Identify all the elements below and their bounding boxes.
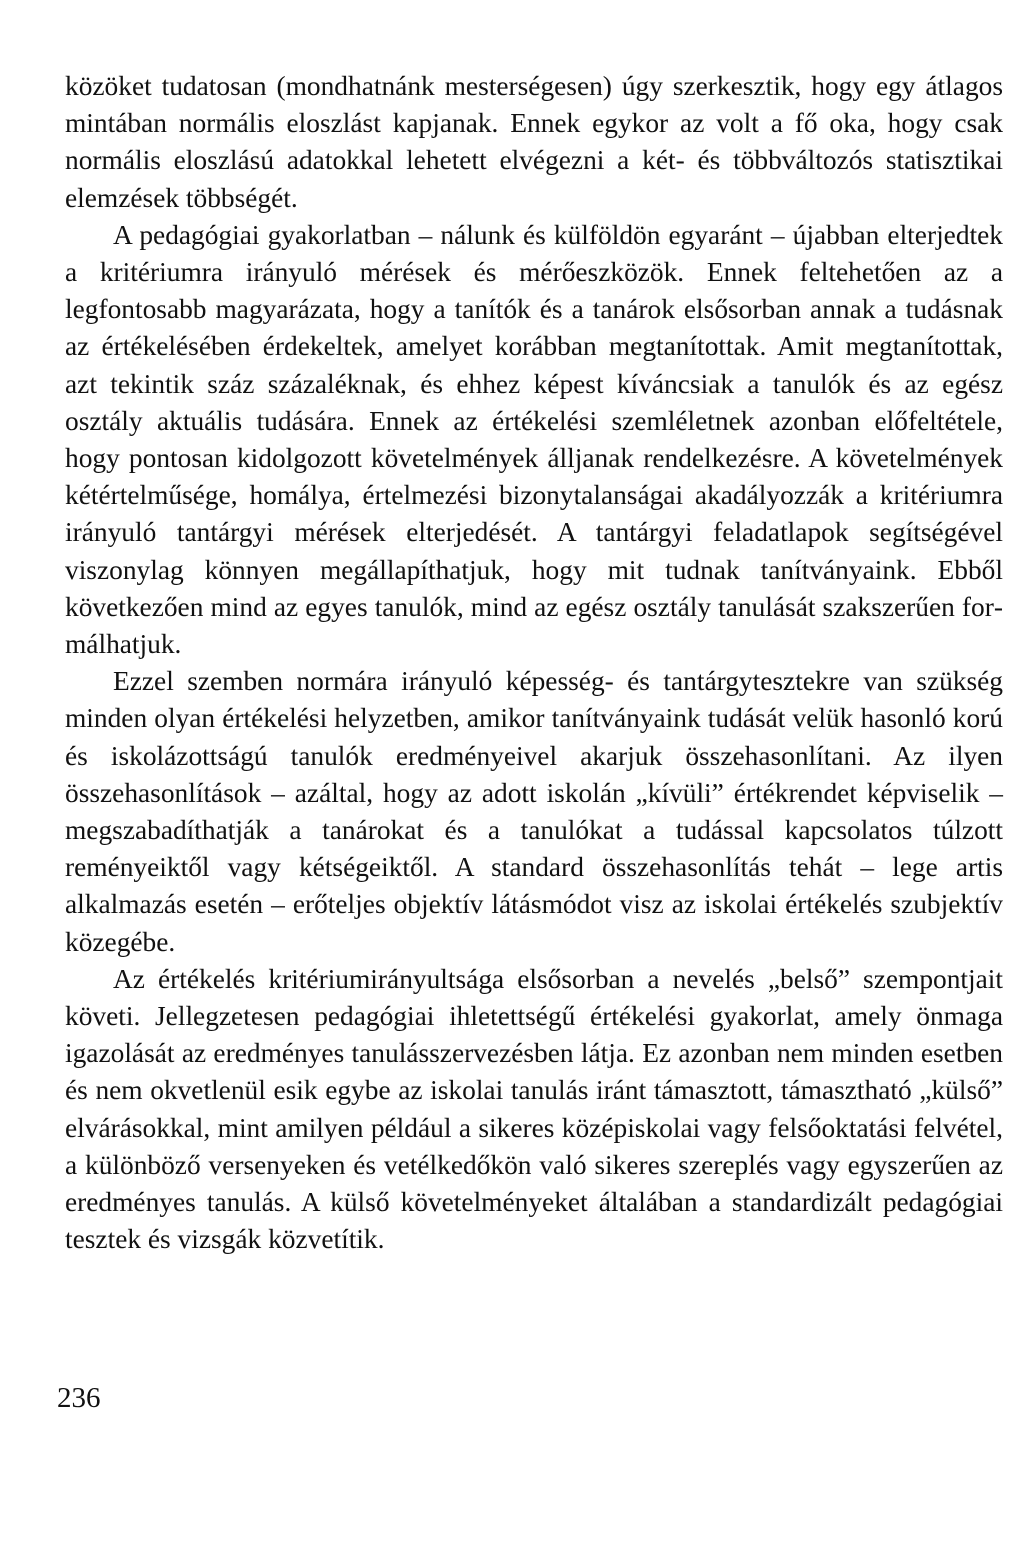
paragraph-continuation: közöket tudatosan (mondhatnánk mesterségesen) úgy szerkesztik, hogy egy átlagos mintában normális eloszlást kapjanak. Ennek egykor az volt a fő oka, hogy csak normális eloszlású adatokkal lehetett elvégezni a két- és többváltozós statisztikai elemzések többségét. <box>65 71 1003 213</box>
paragraph-criterion-orientation: Az értékelés kritériumirányultsága elsősorban a nevelés „belső” szempontjait követi. Jellegzetesen pedagógiai ihletettségű értékelési gyakorlat, amely önmaga igazolását az eredményes tanulásszervezésben látja. Ez azonban nem minden esetben és nem okvetlenül esik egybe az iskolai tanulás iránt támasztott, támasztható „külső” elvárásokkal, mint amilyen például a sikeres középiskolai vagy felsőoktatási felvétel, a különböző versenyeken és vetélkedőkön való sikeres szereplés vagy egyszerűen az eredményes tanulás. A külső követelményeket általában a standardizált pedagógiai tesztek és vizsgák közvetítik. <box>65 963 1003 1255</box>
page-body <box>65 68 1003 1259</box>
page-number: 236 <box>57 1382 101 1414</box>
paragraph-norm-referenced-tests: Ezzel szemben normára irányuló képesség- és tantárgytesztekre van szükség minden olyan értékelési helyzetben, amikor tanítványaink tudását velük hasonló korú és iskolázottságú tanulók eredményeivel akarjuk összehasonlítani. Az ilyen összehasonlítások – azáltal, hogy az adott iskolán „kívüli” értékrendet képviselik – megszabadíthatják a tanárokat és a tanulókat a tudással kapcsolatos túlzott reményeiktől vagy kétségeiktől. A standard összehasonlítás tehát – lege artis alkalmazás esetén – erőteljes objektív látásmódot visz az iskolai értékelés szubjektív közegébe. <box>65 666 1003 957</box>
paragraph-criterion-measurement: A pedagógiai gyakorlatban – nálunk és külföldön egyaránt – újabban elterjedtek a kritériumra irányuló mérések és mérőeszközök. Ennek feltehetően az a legfontosabb magyarázata, hogy a tanítók és a tanárok elsősorban annak a tudásnak az értékelésében érdekeltek, amelyet korábban megtanítottak. Amit megtanítottak, azt tekintik száz százaléknak, és ehhez képest kíváncsiak a tanulók és az egész osztály aktuális tudására. Ennek az értékelési szemléletnek azonban előfeltétele, hogy pontosan kidolgozott követelmények álljanak rendelkezésre. A követelmények kétértelműsége, homálya, értelmezési bizonytalanságai akadályozzák a kritériumra irányuló tantárgyi mérések elterjedését. A tantárgyi feladatlapok segítségével viszonylag könnyen megállapíthatjuk, hogy mit tudnak tanítványaink. Ebből következően mind az egyes tanulók, mind az egész osztály tanulását szakszerűen formálhatjuk. <box>65 219 1003 660</box>
